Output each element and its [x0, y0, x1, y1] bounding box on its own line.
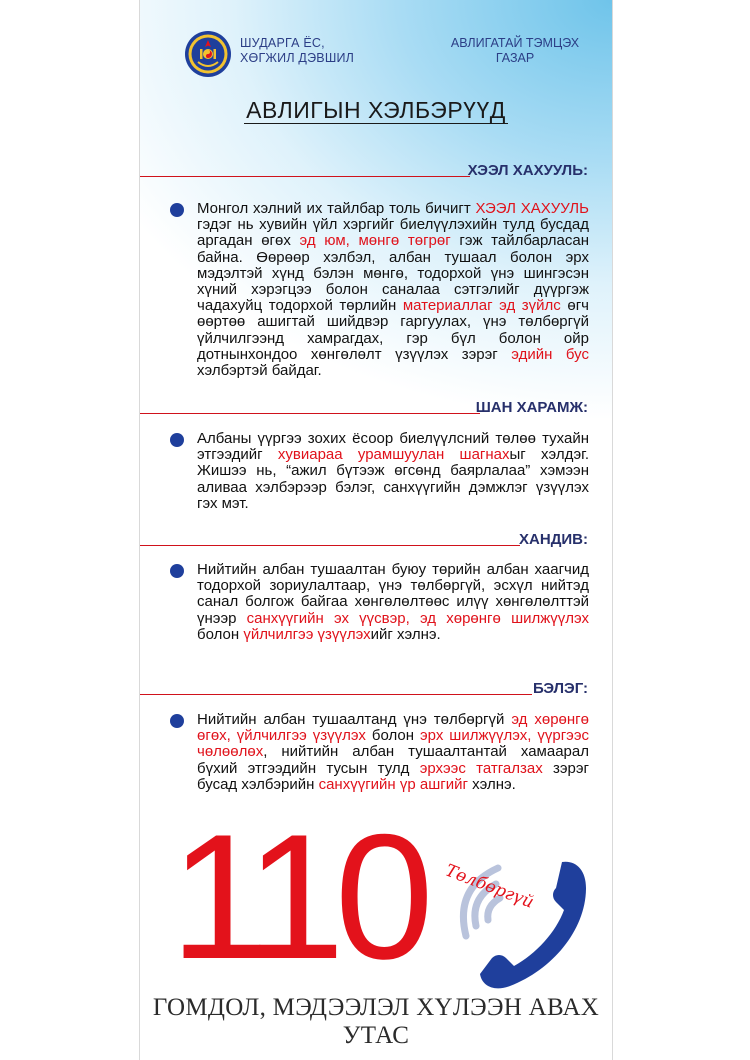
section-text-bribery: [197, 201, 589, 379]
bullet-icon: [170, 714, 184, 728]
highlighted-text: хувиараа урамшуулан шагнах: [277, 446, 510, 464]
section-heading-reward: ШАН ХАРАМЖ:: [475, 399, 588, 416]
body-text: гэдэг нь хувийн үйл хэргийг биелүүлэхийн тулд бусдад аргадан өгөх: [197, 216, 589, 250]
body-text: зэрэг бусад хэлбэрийн: [197, 759, 590, 793]
section-text-reward: [197, 431, 589, 512]
agency-name: [440, 36, 590, 66]
body-text: болон: [197, 625, 244, 643]
bullet-icon: [170, 564, 184, 578]
phone-icon: [440, 840, 600, 1000]
highlighted-text: эрх шилжүүлэх, үүргээс чөлөөлөх: [197, 727, 589, 761]
body-text: Нийтийн албан тушаалтан буюу төрийн албан хаагчид тодорхой зориулалтаар, үнэ төлбөргүй, эсхүл нийтэд санал болгож байгаа хөнгөлөлтөөс илүү хөнгөлөлттэй үнээр: [197, 561, 589, 627]
bullet-icon: [170, 203, 184, 217]
body-text: , нийтийн албан тушаалтантай хамаарал бүхий этгээдийн тусын тулд: [197, 743, 589, 777]
highlighted-text: эдийн бус: [511, 345, 589, 363]
highlighted-text: эд юм, мөнгө төгрөг: [299, 232, 451, 250]
body-text: гэж тайлбарласан байна. Өөрөөр хэлбэл, албан тушаал болон эрх мэдэлтэй хүнд бэлэн мөнгө, тодорхой үнэ шингэсэн хүний хэрэгцээ болон саналаа сэтгэлийг дүүргэж чадахуйц тодорхой төрлийн: [197, 232, 590, 315]
section-text-donation: [197, 562, 589, 643]
highlighted-text: материаллаг эд зүйлс: [402, 297, 561, 315]
body-text: хэлбэртэй байдаг.: [197, 362, 322, 380]
body-text: болон: [365, 727, 420, 745]
section-heading-gift: БЭЛЭГ:: [532, 680, 588, 697]
body-text: ыг хэлдэг. Жишээ нь, “ажил бүтээж өгсөнд баярлалаа” хэмээн аливаа хэлбэрээр бэлэг, санхүүгийн дэмжлэг үзүүлэх гэх мэт.: [197, 446, 589, 512]
section-divider: [140, 413, 480, 414]
body-text: ийг хэлнэ.: [370, 625, 441, 643]
highlighted-text: санхүүгийн үр ашгийг: [318, 775, 468, 793]
section-divider: [140, 545, 520, 546]
bullet-icon: [170, 433, 184, 447]
highlighted-text: ХЭЭЛ ХАХУУЛЬ: [475, 200, 589, 217]
section-divider: [140, 694, 532, 695]
toll-free-label: Төлбөргүй: [442, 860, 537, 913]
body-text: хэлнэ.: [467, 775, 516, 793]
hotline-caption: ГОМДОЛ, МЭДЭЭЛЭЛ ХҮЛЭЭН АВАХ УТАС: [152, 994, 600, 1049]
highlighted-text: санхүүгийн эх үүсвэр, эд хөрөнгө шилжүүлэх: [246, 609, 590, 627]
anti-corruption-poster: [139, 0, 613, 1060]
state-emblem-icon: [184, 30, 232, 78]
highlighted-text: эд хөрөнгө өгөх, үйлчилгээ үзүүлэх: [197, 711, 589, 745]
section-heading-bribery: ХЭЭЛ ХАХУУЛЬ:: [467, 162, 588, 179]
hotline-number: 110: [170, 797, 424, 996]
section-heading-donation: ХАНДИВ:: [519, 531, 588, 548]
agency-line2: ГАЗАР: [495, 51, 535, 65]
agency-line1: АВЛИГАТАЙ ТЭМЦЭХ: [450, 36, 580, 50]
section-text-gift: [197, 712, 589, 793]
highlighted-text: эрхээс татгалзах: [419, 759, 543, 777]
body-text: Албаны үүргээ зохих ёсоор биелүүлсний төлөө тухайн этгээдийг: [197, 430, 589, 464]
motto-line2: ХӨГЖИЛ ДЭВШИЛ: [240, 51, 355, 65]
body-text: Монгол хэлний их тайлбар толь бичигт: [197, 200, 476, 217]
highlighted-text: үйлчилгээ үзүүлэх: [243, 625, 371, 643]
page-title: АВЛИГЫН ХЭЛБЭРҮҮД: [246, 97, 506, 123]
body-text: Нийтийн албан тушаалтанд үнэ төлбөргүй: [197, 711, 512, 728]
motto: [240, 36, 370, 66]
section-divider: [140, 176, 470, 177]
motto-line1: ШУДАРГА ЁС,: [240, 36, 325, 50]
body-text: өгч өөртөө ашигтай шийдвэр гаргуулах, үнэ төлбөргүй үйлчилгээнд хамрагдах, гэр бүл болон ойр дотнынхондоо хөнгөлөлт үзүүлэх зэрэг: [197, 297, 589, 363]
